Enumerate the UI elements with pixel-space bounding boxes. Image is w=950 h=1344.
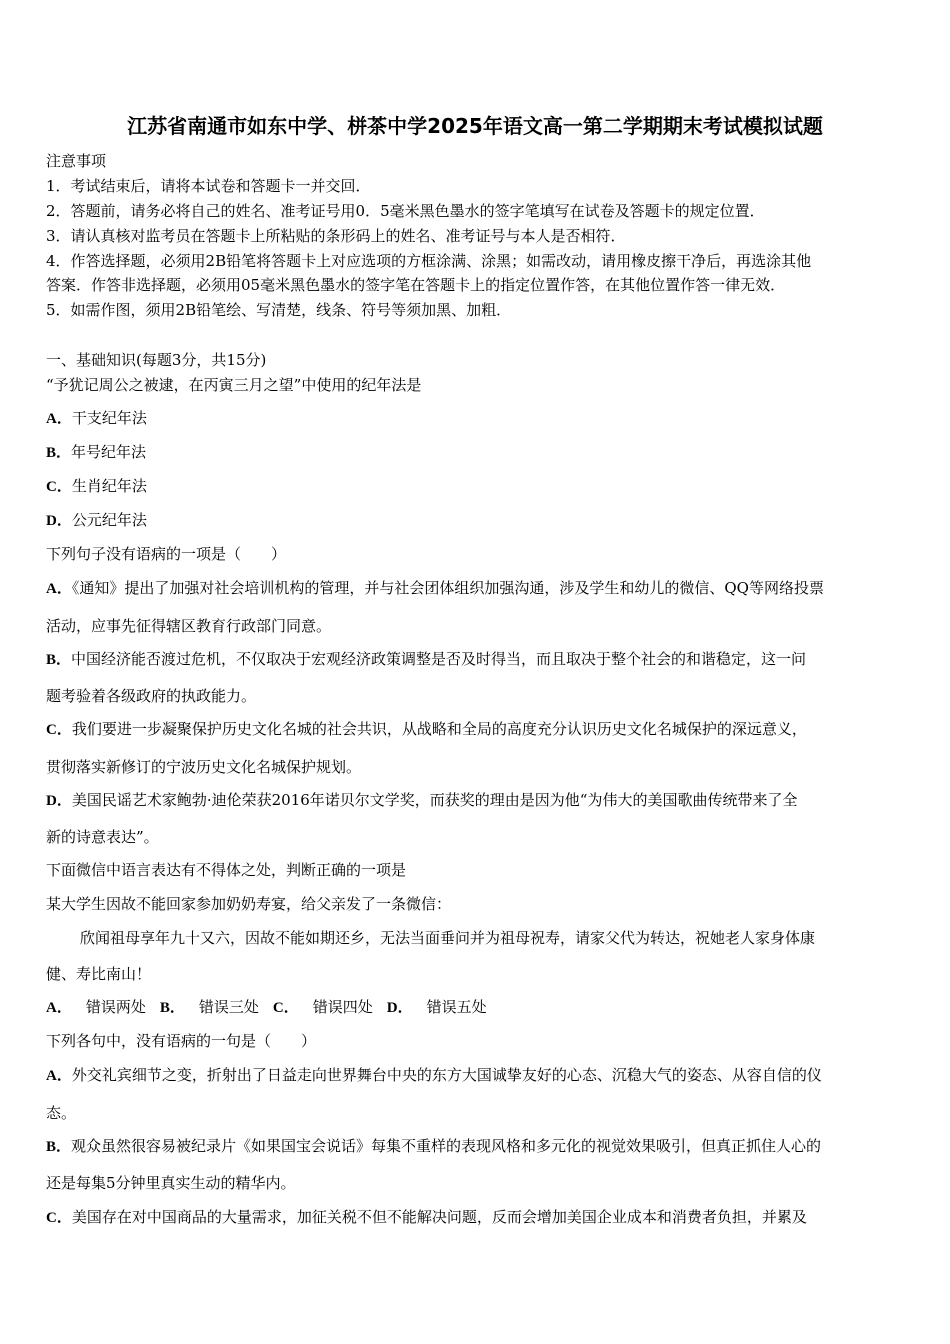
option-label: D． bbox=[46, 513, 72, 529]
option-label: B． bbox=[46, 1139, 72, 1155]
q3-options bbox=[46, 997, 916, 1018]
option-text: 美国存在对中国商品的大量需求，加征关税不但不能解决问题，反而会增加美国企业成本和消费者负担，并累及 bbox=[71, 1208, 807, 1226]
option-label: C． bbox=[46, 479, 72, 495]
option-label: C． bbox=[272, 1000, 299, 1016]
q4-option-c bbox=[46, 1207, 916, 1228]
q1-option-a bbox=[46, 408, 916, 429]
q4-stem: 下列各句中，没有语病的一句是（ ） bbox=[46, 1032, 317, 1050]
option-text: 错误五处 bbox=[426, 998, 487, 1016]
notice-item: 答案．作答非选择题，必须用05毫米黑色墨水的签字笔在答题卡上的指定位置作答，在其他位置作答一律无效． bbox=[46, 276, 786, 294]
q3-option-c bbox=[273, 998, 373, 1016]
q4-option-a bbox=[46, 1065, 916, 1086]
q4-option-a-cont: 态。 bbox=[46, 1104, 77, 1122]
q4-option-b bbox=[46, 1136, 916, 1157]
q2-stem: 下列句子没有语病的一项是（ ） bbox=[46, 545, 287, 563]
q1-stem: “予犹记周公之被逮，在丙寅三月之望”中使用的纪年法是 bbox=[46, 376, 422, 394]
option-text: 公元纪年法 bbox=[71, 511, 147, 529]
notice-item: 1．考试结束后，请将本试卷和答题卡一并交回． bbox=[46, 177, 371, 195]
option-label: B． bbox=[46, 652, 72, 668]
option-text: 错误四处 bbox=[312, 998, 373, 1016]
option-label: A． bbox=[46, 1000, 72, 1016]
notice-heading: 注意事项 bbox=[46, 152, 107, 170]
section-heading: 一、基础知识(每题3分，共15分) bbox=[46, 351, 267, 369]
option-text: 中国经济能否渡过危机，不仅取决于宏观经济政策调整是否及时得当，而且取决于整个社会的和谐稳定，这一问 bbox=[71, 650, 807, 668]
q1-option-c bbox=[46, 476, 916, 497]
q2-option-d bbox=[46, 790, 916, 811]
option-label: B． bbox=[46, 445, 72, 461]
q3-option-a bbox=[46, 998, 146, 1016]
q3-context: 某大学生因故不能回家参加奶奶寿宴，给父亲发了一条微信： bbox=[46, 895, 452, 913]
option-label: D． bbox=[386, 1000, 413, 1016]
option-text: 干支纪年法 bbox=[71, 409, 147, 427]
q1-option-d bbox=[46, 510, 916, 531]
option-label: A． bbox=[46, 411, 72, 427]
notice-item: 3．请认真核对监考员在答题卡上所粘贴的条形码上的姓名、准考证号与本人是否相符． bbox=[46, 227, 626, 245]
q2-option-c-cont: 贯彻落实新修订的宁波历史文化名城保护规划。 bbox=[46, 758, 362, 776]
q4-option-b-cont: 还是每集5分钟里真实生动的精华内。 bbox=[46, 1174, 296, 1192]
option-text: 错误三处 bbox=[198, 998, 259, 1016]
q2-option-c bbox=[46, 719, 916, 740]
page-title: 江苏省南通市如东中学、栟茶中学2025年语文高一第二学期期末考试模拟试题 bbox=[127, 114, 823, 138]
option-text: 错误两处 bbox=[85, 998, 146, 1016]
q3-message: 欣闻祖母享年九十又六，因故不能如期还乡，无法当面垂问并为祖母祝寿，请家父代为转达，祝她老人家身体康 bbox=[80, 929, 816, 947]
q3-stem: 下面微信中语言表达有不得体之处，判断正确的一项是 bbox=[46, 861, 407, 879]
option-label: A． bbox=[46, 581, 72, 597]
q3-option-d bbox=[387, 998, 487, 1016]
option-label: A． bbox=[46, 1068, 72, 1084]
option-label: D． bbox=[46, 793, 72, 809]
notice-item: 5．如需作图，须用2B铅笔绘、写清楚，线条、符号等须加黑、加粗． bbox=[46, 301, 512, 319]
option-label: C． bbox=[46, 1210, 72, 1226]
option-text: 美国民谣艺术家鲍勃·迪伦荣获2016年诺贝尔文学奖，而获奖的理由是因为他“为伟大的美国歌曲传统带来了全 bbox=[71, 791, 798, 809]
notice-item: 4．作答选择题，必须用2B铅笔将答题卡上对应选项的方框涂满、涂黑；如需改动，请用橡皮擦干净后，再选涂其他 bbox=[46, 252, 812, 270]
option-label: B． bbox=[159, 1000, 185, 1016]
q2-option-b-cont: 题考验着各级政府的执政能力。 bbox=[46, 687, 257, 705]
q2-option-b bbox=[46, 649, 916, 670]
option-text: 生肖纪年法 bbox=[71, 477, 147, 495]
option-text: 年号纪年法 bbox=[71, 443, 147, 461]
q3-message-cont: 健、寿比南山！ bbox=[46, 965, 152, 983]
option-text: 观众虽然很容易被纪录片《如果国宝会说话》每集不重样的表现风格和多元化的视觉效果吸引，但真正抓住人心的 bbox=[71, 1137, 822, 1155]
q2-option-a-cont: 活动，应事先征得辖区教育行政部门同意。 bbox=[46, 617, 332, 635]
option-text: 外交礼宾细节之变，折射出了日益走向世界舞台中央的东方大国诚挚友好的心态、沉稳大气的姿态、从容自信的仪 bbox=[71, 1066, 822, 1084]
option-text: 《通知》提出了加强对社会培训机构的管理，并与社会团体组织加强沟通，涉及学生和幼儿的微信、QQ等网络投票 bbox=[71, 579, 824, 597]
notice-item: 2．答题前，请务必将自己的姓名、准考证号用0．5毫米黑色墨水的签字笔填写在试卷及答题卡的规定位置． bbox=[46, 202, 765, 220]
q2-option-d-cont: 新的诗意表达”。 bbox=[46, 828, 159, 846]
option-label: C． bbox=[46, 722, 72, 738]
q1-option-b bbox=[46, 442, 916, 463]
q2-option-a bbox=[46, 578, 916, 599]
option-text: 我们要进一步凝聚保护历史文化名城的社会共识，从战略和全局的高度充分认识历史文化名城保护的深远意义， bbox=[71, 720, 807, 738]
q3-option-b bbox=[160, 998, 259, 1016]
